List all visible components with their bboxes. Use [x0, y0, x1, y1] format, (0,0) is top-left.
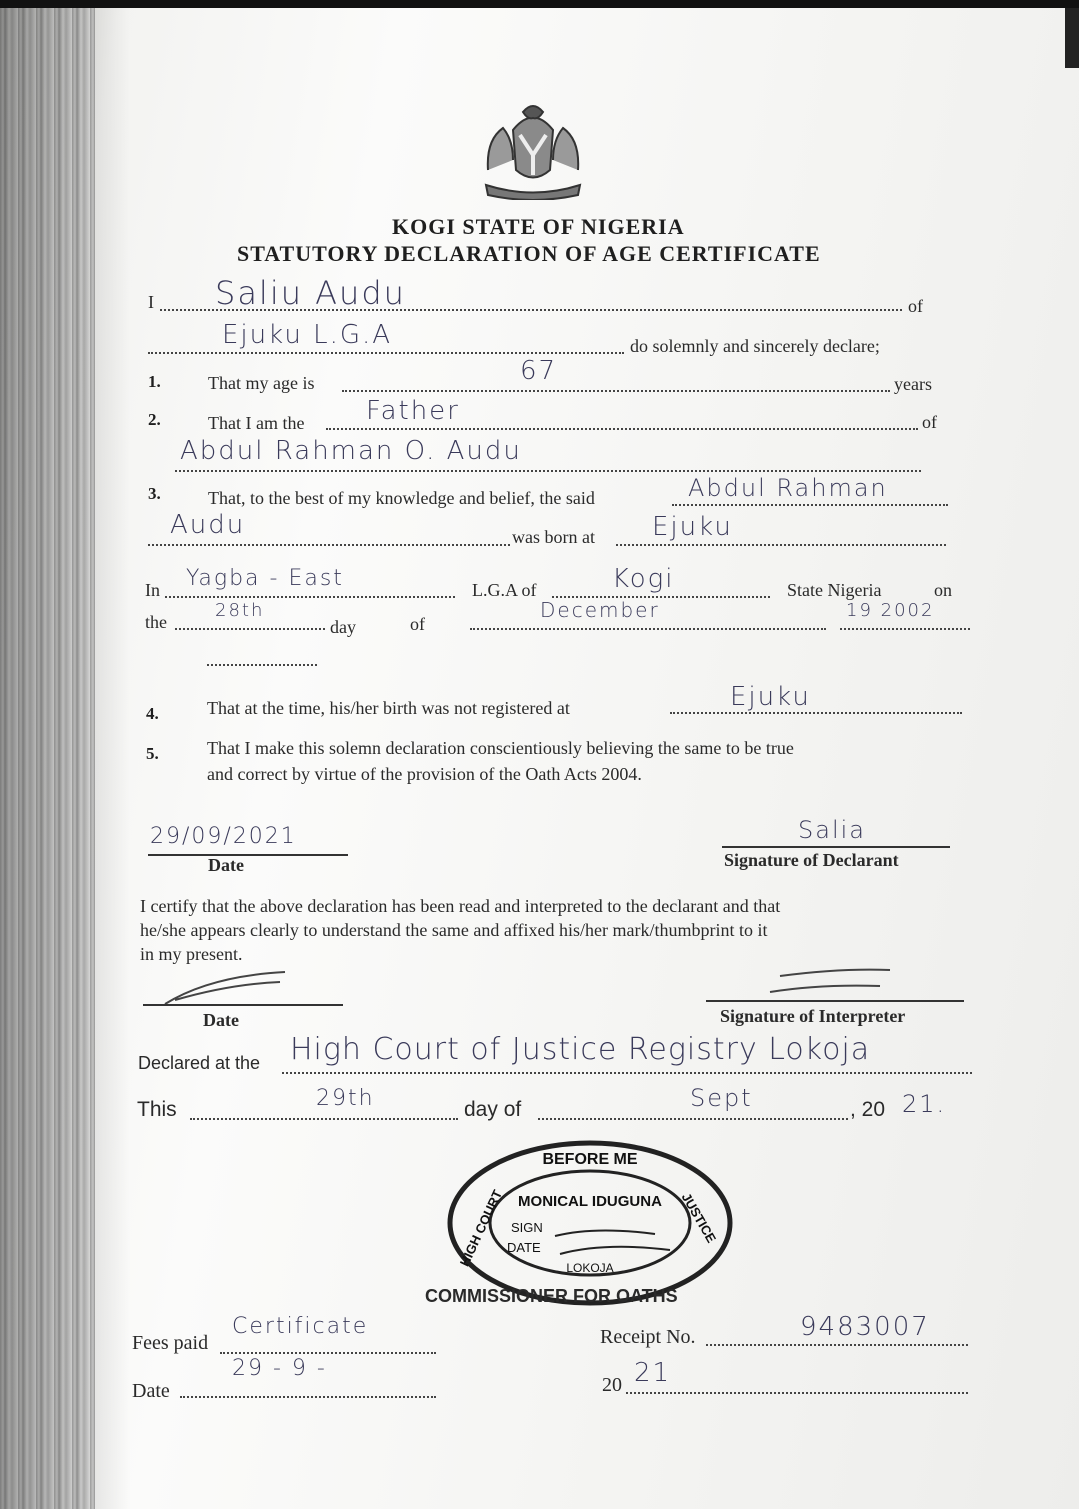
this-label: This — [137, 1098, 177, 1121]
on-label: on — [934, 580, 952, 600]
fees-line — [220, 1352, 436, 1354]
age-line — [342, 390, 890, 392]
date-line-2 — [143, 1004, 343, 1006]
certify-line-1: I certify that the above declaration has been read and interpreted to the declarant and that — [140, 896, 781, 916]
declared-day-line — [190, 1118, 458, 1120]
declare-text: do solemnly and sincerely declare; — [630, 336, 880, 356]
relation-value: Father — [366, 396, 460, 426]
stamp-ring-left: HIGH COURT — [456, 1187, 506, 1269]
declared-at-label: Declared at the — [138, 1053, 261, 1073]
coat-of-arms-icon — [478, 100, 588, 200]
lga-of-label: L.G.A of — [472, 580, 537, 600]
day-line — [175, 628, 325, 630]
receipt-value: 9483007 — [800, 1312, 930, 1342]
item-4-number: 4. — [146, 704, 159, 723]
child-last-name: Audu — [170, 510, 246, 540]
born-at-value: Ejuku — [652, 512, 733, 542]
declared-at-value: High Court of Justice Registry Lokoja — [290, 1032, 871, 1067]
fees-value: Certificate — [232, 1314, 369, 1339]
declared-year-prefix: , 20 — [850, 1098, 886, 1121]
registered-line — [670, 712, 962, 714]
scan-edge-gradient — [0, 0, 130, 1509]
interpreter-line — [706, 1000, 964, 1002]
month-value: December — [540, 598, 660, 622]
age-value: 67 — [520, 356, 558, 386]
solemn-line-1: That I make this solemn declaration conscientiously believing the same to be true — [207, 738, 794, 758]
the-label: the — [145, 612, 167, 632]
of-label-3: of — [410, 614, 425, 634]
relation-line — [326, 428, 918, 430]
stamp-name: MONICAL IDUGUNA — [518, 1193, 662, 1210]
date-label-2: Date — [203, 1010, 239, 1030]
footer-date-label: Date — [132, 1380, 170, 1402]
stamp-sign: SIGN — [511, 1220, 543, 1235]
lga-birth-line — [165, 596, 455, 598]
extra-line — [207, 664, 317, 666]
year-line — [840, 628, 970, 630]
declarant-sig-line — [722, 846, 950, 848]
day-of-label: day of — [464, 1098, 522, 1121]
declared-year: 21. — [902, 1090, 947, 1118]
stamp-date: DATE — [507, 1240, 541, 1255]
lga-line — [148, 352, 624, 354]
state-value: Kogi — [612, 564, 675, 594]
day-label: day — [330, 617, 356, 637]
receipt-label: Receipt No. — [600, 1326, 696, 1348]
registered-text: That at the time, his/her birth was not registered at — [207, 698, 570, 718]
item-1-number: 1. — [148, 372, 161, 391]
footer-year-value: 21 — [634, 1358, 672, 1388]
child-first-line — [672, 504, 948, 506]
declared-at-line — [282, 1072, 972, 1074]
month-line — [470, 628, 826, 630]
date-underline — [148, 854, 348, 856]
born-at-label: was born at — [512, 527, 595, 547]
of-label: of — [908, 296, 923, 316]
certify-line-2: he/she appears clearly to understand the same and affixed his/her mark/thumbprint to it — [140, 920, 768, 940]
solemn-line-2: and correct by virtue of the provision of the Oath Acts 2004. — [207, 764, 642, 784]
belief-text: That, to the best of my knowledge and belief, the said — [208, 488, 595, 508]
age-prefix: That my age is — [208, 373, 315, 393]
declarant-label: Signature of Declarant — [724, 850, 899, 870]
footer-date-line — [180, 1396, 436, 1398]
child-line — [175, 470, 921, 472]
declared-month: Sept — [690, 1084, 753, 1112]
declarant-lga: Ejuku L.G.A — [222, 320, 393, 350]
state-heading: KOGI STATE OF NIGERIA — [392, 214, 685, 239]
fees-label: Fees paid — [132, 1332, 209, 1354]
declared-day: 29th — [316, 1086, 375, 1111]
footer-date-value: 29 - 9 - — [232, 1356, 327, 1381]
child-last-line — [148, 544, 510, 546]
declarant-name: Saliu Audu — [215, 274, 406, 312]
i-label: I — [148, 292, 154, 312]
certify-line-3: in my present. — [140, 944, 243, 964]
scan-top-border — [0, 0, 1079, 8]
relation-prefix: That I am the — [208, 413, 305, 433]
declared-month-line — [538, 1118, 848, 1120]
footer-year-prefix: 20 — [602, 1374, 622, 1396]
commissioner-label: COMMISSIONER FOR OATHS — [425, 1286, 678, 1306]
stamp-ring-right: JUSTICE — [678, 1190, 720, 1246]
declarant-signature: Salia — [798, 816, 866, 844]
item-5-number: 5. — [146, 744, 159, 763]
in-label: In — [145, 580, 160, 600]
scan-corner-mark — [1065, 8, 1079, 68]
year-value: 19 2002 — [846, 600, 935, 621]
receipt-line — [706, 1344, 968, 1346]
registered-value: Ejuku — [730, 682, 811, 712]
item-3-number: 3. — [148, 484, 161, 503]
date-label: Date — [208, 855, 244, 875]
certificate-title: STATUTORY DECLARATION OF AGE CERTIFICATE — [237, 241, 821, 266]
stamp-place: LOKOJA — [566, 1261, 614, 1275]
child-first-name: Abdul Rahman — [688, 474, 888, 502]
lga-birth-value: Yagba - East — [186, 566, 344, 591]
item-2-number: 2. — [148, 410, 161, 429]
child-name: Abdul Rahman O. Audu — [180, 436, 522, 466]
stamp-top-text: BEFORE ME — [542, 1151, 638, 1168]
day-value: 28th — [215, 600, 265, 621]
state-nigeria-label: State Nigeria — [787, 580, 882, 600]
commissioner-stamp — [445, 1138, 735, 1308]
years-label: years — [894, 374, 932, 394]
of-label-2: of — [922, 412, 937, 432]
interpreter-label: Signature of Interpreter — [720, 1006, 906, 1026]
declaration-date: 29/09/2021 — [150, 824, 297, 849]
born-at-line — [616, 544, 946, 546]
footer-year-line — [626, 1392, 968, 1394]
